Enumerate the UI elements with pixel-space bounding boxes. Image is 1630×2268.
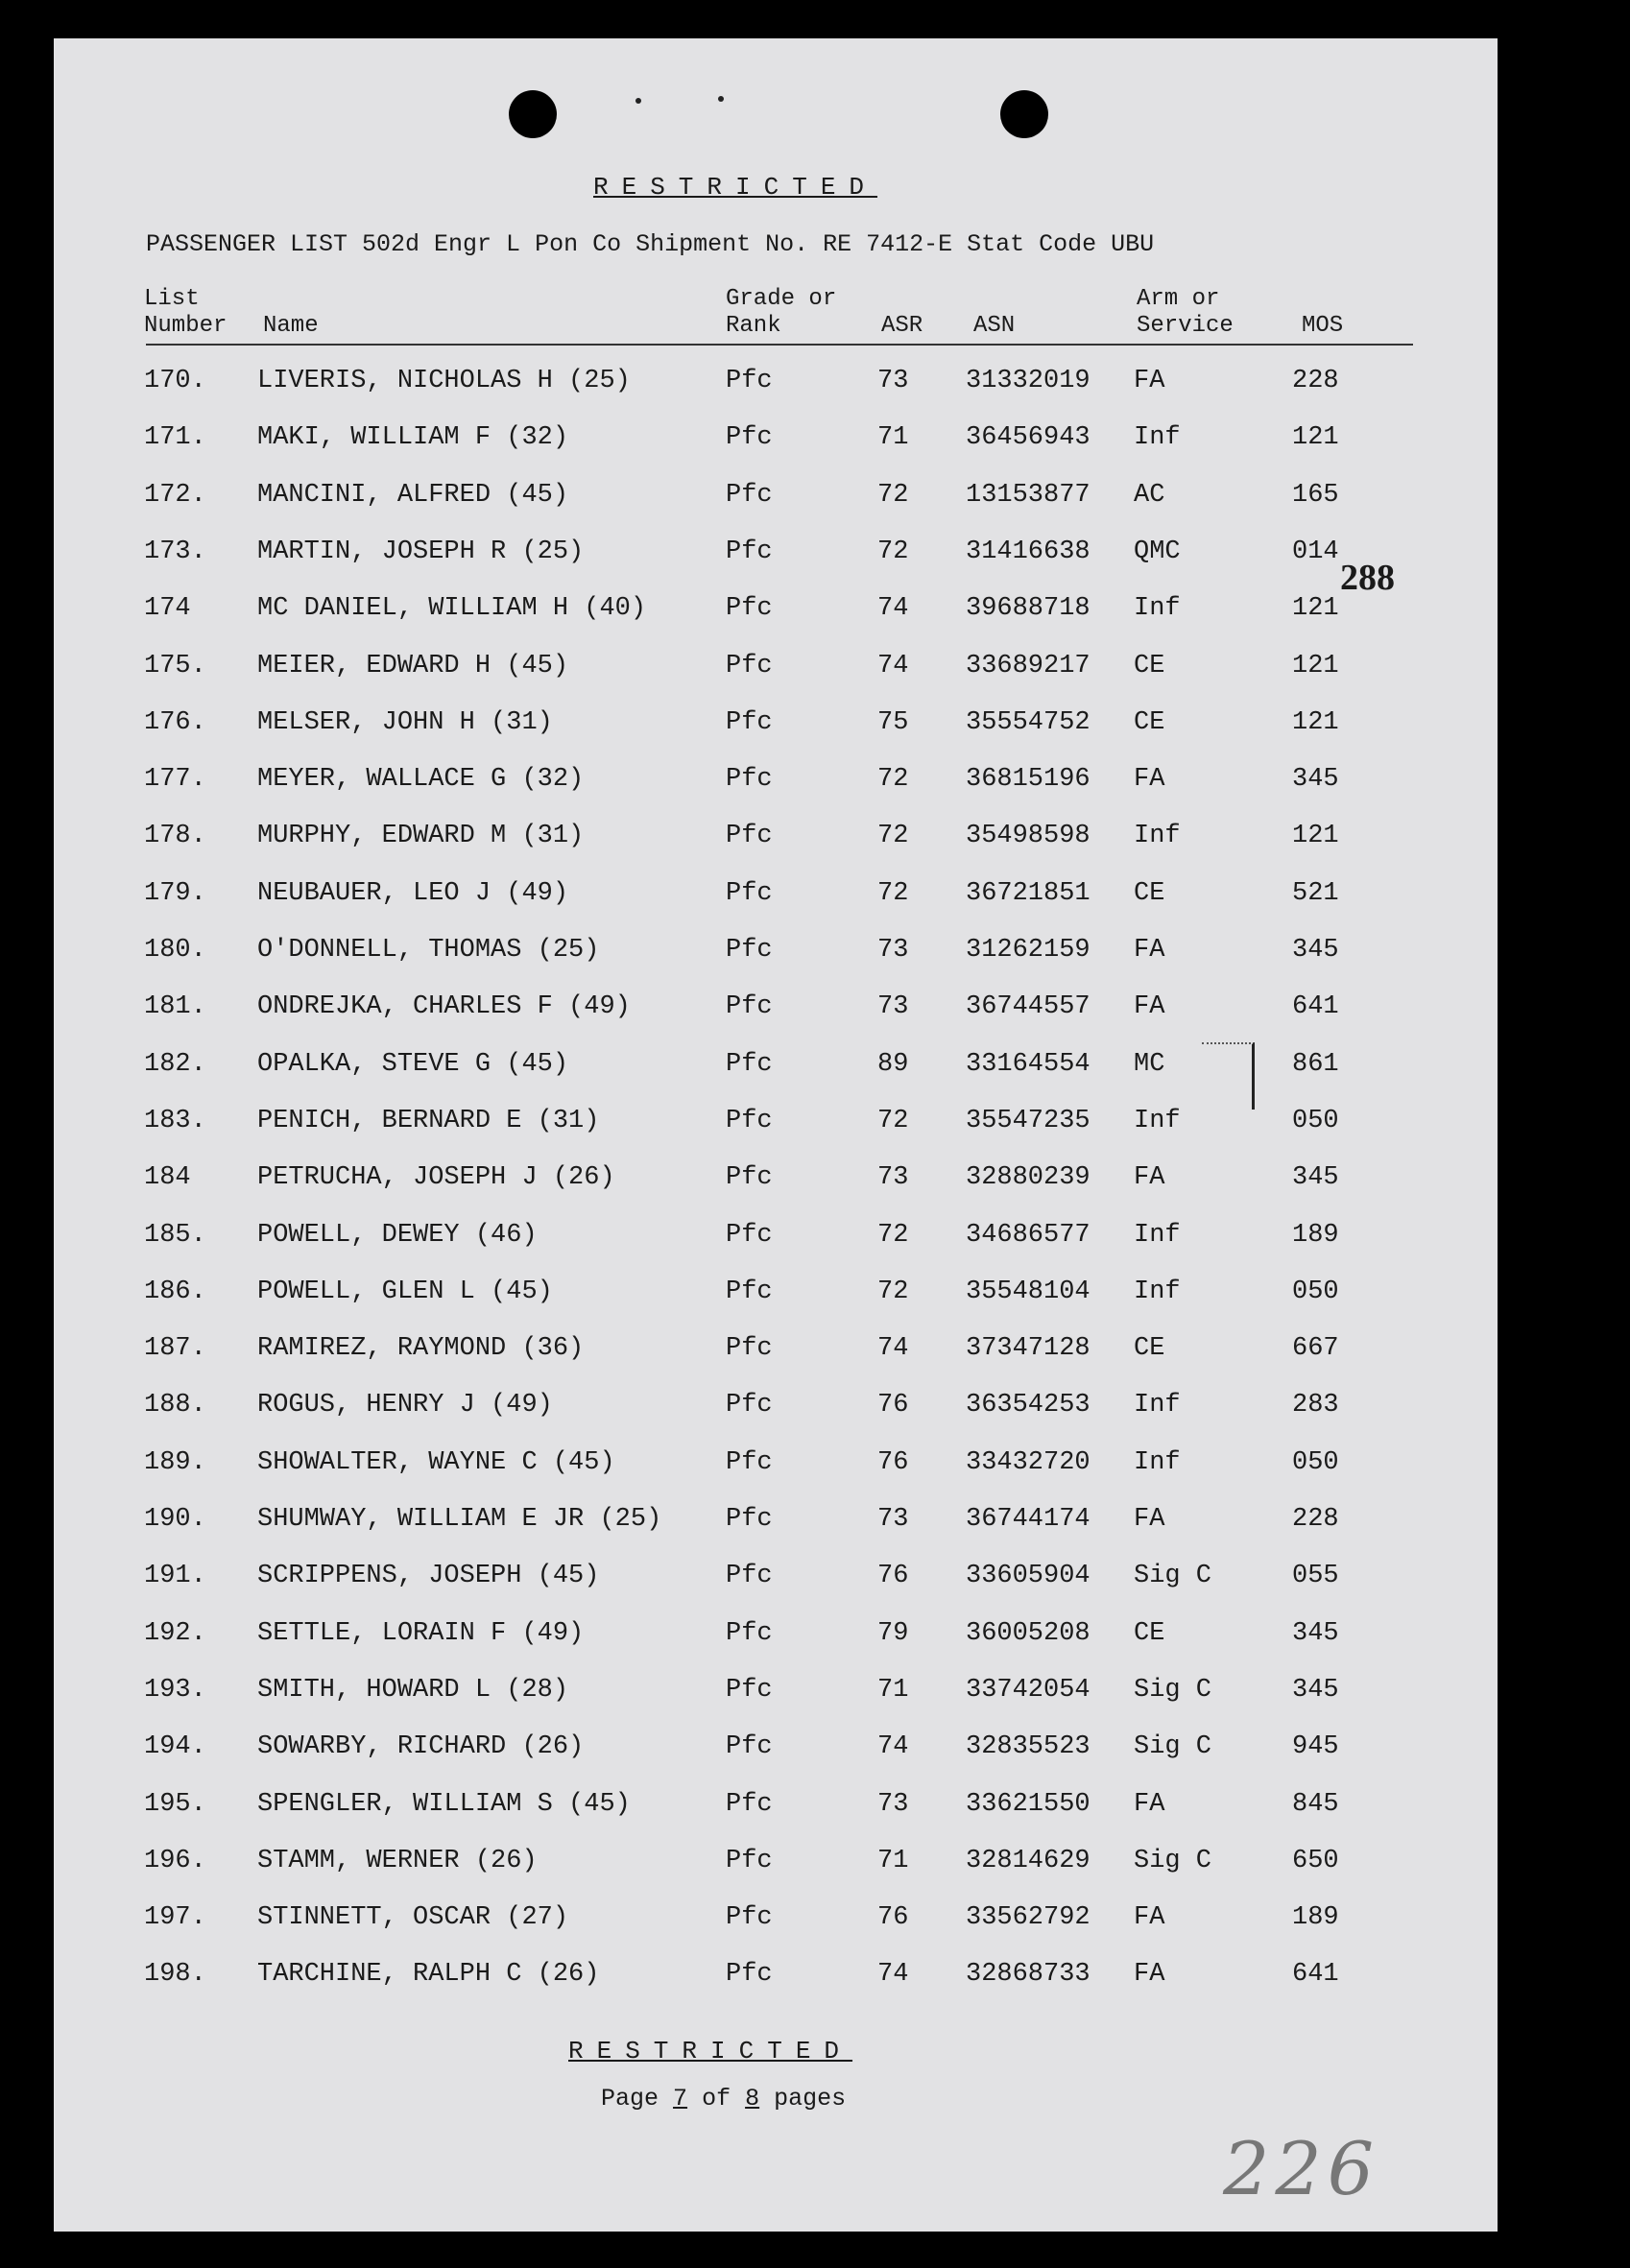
cell-asr: 73 bbox=[877, 992, 909, 1022]
cell-num: 186. bbox=[144, 1277, 206, 1306]
table-row bbox=[54, 367, 1498, 405]
cell-mos: 845 bbox=[1292, 1789, 1339, 1819]
col-header-grade: Grade or Rank bbox=[726, 286, 837, 339]
cell-mos: 050 bbox=[1292, 1447, 1339, 1477]
cell-asn: 34686577 bbox=[966, 1220, 1091, 1250]
cell-mos: 121 bbox=[1292, 594, 1339, 624]
cell-name: SCRIPPENS, JOSEPH (45) bbox=[257, 1562, 600, 1591]
cell-num: 176. bbox=[144, 707, 206, 737]
table-row bbox=[54, 423, 1498, 462]
cell-mos: 521 bbox=[1292, 878, 1339, 908]
cell-mos: 283 bbox=[1292, 1391, 1339, 1420]
cell-name: RAMIREZ, RAYMOND (36) bbox=[257, 1334, 585, 1364]
cell-name: LIVERIS, NICHOLAS H (25) bbox=[257, 367, 631, 395]
cell-asr: 74 bbox=[877, 594, 909, 624]
cell-arm: FA bbox=[1134, 992, 1165, 1022]
cell-num: 177. bbox=[144, 765, 206, 795]
cell-asr: 72 bbox=[877, 480, 909, 510]
cell-name: NEUBAUER, LEO J (49) bbox=[257, 878, 569, 908]
cell-grade: Pfc bbox=[726, 765, 773, 795]
cell-grade: Pfc bbox=[726, 1106, 773, 1135]
cell-name: SOWARBY, RICHARD (26) bbox=[257, 1732, 585, 1762]
cell-num: 178. bbox=[144, 822, 206, 851]
cell-grade: Pfc bbox=[726, 707, 773, 737]
table-row bbox=[54, 1562, 1498, 1600]
cell-arm: FA bbox=[1134, 367, 1165, 395]
cell-num: 197. bbox=[144, 1903, 206, 1933]
cell-grade: Pfc bbox=[726, 1903, 773, 1933]
cell-arm: FA bbox=[1134, 1903, 1165, 1933]
cell-name: SHUMWAY, WILLIAM E JR (25) bbox=[257, 1505, 662, 1534]
table-row bbox=[54, 1277, 1498, 1316]
cell-num: 193. bbox=[144, 1675, 206, 1705]
cell-name: STINNETT, OSCAR (27) bbox=[257, 1903, 569, 1933]
cell-mos: 055 bbox=[1292, 1562, 1339, 1591]
cell-asr: 72 bbox=[877, 878, 909, 908]
cell-asn: 36744557 bbox=[966, 992, 1091, 1022]
cell-asr: 71 bbox=[877, 1846, 909, 1875]
punch-hole-left bbox=[509, 90, 557, 138]
cell-mos: 050 bbox=[1292, 1277, 1339, 1306]
cell-num: 198. bbox=[144, 1960, 206, 1990]
cell-asn: 35548104 bbox=[966, 1277, 1091, 1306]
table-row bbox=[54, 652, 1498, 690]
cell-asn: 35547235 bbox=[966, 1106, 1091, 1135]
table-row bbox=[54, 765, 1498, 803]
punch-hole-right bbox=[1000, 90, 1048, 138]
cell-grade: Pfc bbox=[726, 1789, 773, 1819]
cell-arm: Inf bbox=[1134, 1391, 1181, 1420]
col-header-list-number: List Number bbox=[144, 286, 228, 339]
table-row bbox=[54, 1619, 1498, 1658]
cell-grade: Pfc bbox=[726, 1505, 773, 1534]
cell-arm: CE bbox=[1134, 651, 1165, 680]
cell-name: MELSER, JOHN H (31) bbox=[257, 707, 553, 737]
cell-asr: 72 bbox=[877, 765, 909, 795]
cell-arm: Inf bbox=[1134, 1277, 1181, 1306]
cell-name: ROGUS, HENRY J (49) bbox=[257, 1391, 553, 1420]
cell-asn: 35554752 bbox=[966, 707, 1091, 737]
cell-mos: 228 bbox=[1292, 1505, 1339, 1534]
table-row bbox=[54, 879, 1498, 918]
cell-name: MEIER, EDWARD H (45) bbox=[257, 651, 569, 680]
cell-arm: CE bbox=[1134, 878, 1165, 908]
cell-name: MAKI, WILLIAM F (32) bbox=[257, 423, 569, 453]
cell-asn: 33164554 bbox=[966, 1049, 1091, 1079]
cell-asr: 71 bbox=[877, 1675, 909, 1705]
cell-grade: Pfc bbox=[726, 1334, 773, 1364]
cell-asn: 32868733 bbox=[966, 1960, 1091, 1990]
cell-arm: CE bbox=[1134, 1618, 1165, 1648]
cell-num: 192. bbox=[144, 1618, 206, 1648]
cell-mos: 345 bbox=[1292, 1675, 1339, 1705]
cell-num: 182. bbox=[144, 1049, 206, 1079]
cell-arm: AC bbox=[1134, 480, 1165, 510]
cell-asr: 71 bbox=[877, 423, 909, 453]
cell-num: 189. bbox=[144, 1447, 206, 1477]
cell-asn: 33562792 bbox=[966, 1903, 1091, 1933]
handwritten-page-number: 226 bbox=[1223, 2126, 1380, 2211]
table-row bbox=[54, 1448, 1498, 1487]
cell-grade: Pfc bbox=[726, 1163, 773, 1193]
table-row bbox=[54, 1505, 1498, 1543]
page-footer: Page 7 of 8 pages bbox=[601, 2085, 847, 2113]
cell-num: 187. bbox=[144, 1334, 206, 1364]
table-row bbox=[54, 481, 1498, 519]
table-row bbox=[54, 936, 1498, 974]
table-row bbox=[54, 1107, 1498, 1145]
cell-asn: 32835523 bbox=[966, 1732, 1091, 1762]
cell-arm: FA bbox=[1134, 1789, 1165, 1819]
cell-name: MURPHY, EDWARD M (31) bbox=[257, 822, 585, 851]
cell-name: SETTLE, LORAIN F (49) bbox=[257, 1618, 585, 1648]
cell-mos: 641 bbox=[1292, 992, 1339, 1022]
cell-arm: FA bbox=[1134, 1960, 1165, 1990]
table-row bbox=[54, 1847, 1498, 1885]
cell-mos: 345 bbox=[1292, 936, 1339, 965]
cell-arm: Inf bbox=[1134, 822, 1181, 851]
cell-grade: Pfc bbox=[726, 1220, 773, 1250]
restricted-header: RESTRICTED bbox=[593, 173, 878, 202]
cell-name: MEYER, WALLACE G (32) bbox=[257, 765, 585, 795]
cell-asn: 13153877 bbox=[966, 480, 1091, 510]
cell-grade: Pfc bbox=[726, 651, 773, 680]
cell-asr: 79 bbox=[877, 1618, 909, 1648]
cell-arm: FA bbox=[1134, 1505, 1165, 1534]
cell-mos: 861 bbox=[1292, 1049, 1339, 1079]
cell-grade: Pfc bbox=[726, 1049, 773, 1079]
cell-name: POWELL, GLEN L (45) bbox=[257, 1277, 553, 1306]
cell-grade: Pfc bbox=[726, 878, 773, 908]
cell-name: MC DANIEL, WILLIAM H (40) bbox=[257, 594, 647, 624]
cell-asn: 36744174 bbox=[966, 1505, 1091, 1534]
cell-grade: Pfc bbox=[726, 1846, 773, 1875]
cell-asn: 36456943 bbox=[966, 423, 1091, 453]
cell-num: 181. bbox=[144, 992, 206, 1022]
cell-num: 172. bbox=[144, 480, 206, 510]
table-row bbox=[54, 594, 1498, 633]
cell-grade: Pfc bbox=[726, 1618, 773, 1648]
cell-asn: 33605904 bbox=[966, 1562, 1091, 1591]
cell-grade: Pfc bbox=[726, 936, 773, 965]
cell-mos: 667 bbox=[1292, 1334, 1339, 1364]
cell-grade: Pfc bbox=[726, 423, 773, 453]
col-header-asn: ASN bbox=[973, 313, 1016, 339]
cell-arm: MC bbox=[1134, 1049, 1165, 1079]
cell-num: 184 bbox=[144, 1163, 191, 1193]
cell-mos: 121 bbox=[1292, 651, 1339, 680]
cell-name: SHOWALTER, WAYNE C (45) bbox=[257, 1447, 615, 1477]
cell-mos: 189 bbox=[1292, 1220, 1339, 1250]
speck bbox=[718, 96, 724, 102]
table-row bbox=[54, 537, 1498, 576]
cell-asn: 33621550 bbox=[966, 1789, 1091, 1819]
cell-asn: 39688718 bbox=[966, 594, 1091, 624]
cell-asn: 36005208 bbox=[966, 1618, 1091, 1648]
cell-arm: Sig C bbox=[1134, 1562, 1212, 1591]
cell-arm: Inf bbox=[1134, 594, 1181, 624]
cell-name: MARTIN, JOSEPH R (25) bbox=[257, 537, 585, 566]
cell-mos: 121 bbox=[1292, 707, 1339, 737]
cell-asn: 36354253 bbox=[966, 1391, 1091, 1420]
col-header-arm: Arm or Service bbox=[1137, 286, 1234, 339]
table-row bbox=[54, 1221, 1498, 1259]
cell-mos: 650 bbox=[1292, 1846, 1339, 1875]
cell-grade: Pfc bbox=[726, 1391, 773, 1420]
cell-grade: Pfc bbox=[726, 822, 773, 851]
handwritten-annotation-288: 288 bbox=[1340, 558, 1395, 598]
cell-num: 183. bbox=[144, 1106, 206, 1135]
header-rule bbox=[146, 344, 1413, 346]
cell-arm: CE bbox=[1134, 1334, 1165, 1364]
table-row bbox=[54, 708, 1498, 747]
cell-arm: FA bbox=[1134, 765, 1165, 795]
cell-asr: 74 bbox=[877, 1960, 909, 1990]
cell-arm: Inf bbox=[1134, 1447, 1181, 1477]
cell-arm: FA bbox=[1134, 1163, 1165, 1193]
cell-asr: 72 bbox=[877, 1220, 909, 1250]
cell-arm: Inf bbox=[1134, 1220, 1181, 1250]
cell-asr: 76 bbox=[877, 1903, 909, 1933]
cell-grade: Pfc bbox=[726, 594, 773, 624]
cell-mos: 165 bbox=[1292, 480, 1339, 510]
margin-bracket bbox=[1202, 1042, 1255, 1110]
restricted-footer: RESTRICTED bbox=[568, 2037, 853, 2065]
cell-mos: 121 bbox=[1292, 822, 1339, 851]
cell-arm: Sig C bbox=[1134, 1675, 1212, 1705]
cell-arm: Sig C bbox=[1134, 1846, 1212, 1875]
cell-num: 188. bbox=[144, 1391, 206, 1420]
cell-grade: Pfc bbox=[726, 1562, 773, 1591]
cell-grade: Pfc bbox=[726, 480, 773, 510]
cell-num: 170. bbox=[144, 367, 206, 395]
document-page bbox=[54, 38, 1498, 2232]
cell-num: 194. bbox=[144, 1732, 206, 1762]
cell-asr: 72 bbox=[877, 822, 909, 851]
cell-num: 185. bbox=[144, 1220, 206, 1250]
cell-asr: 76 bbox=[877, 1391, 909, 1420]
cell-asn: 32880239 bbox=[966, 1163, 1091, 1193]
table-row bbox=[54, 992, 1498, 1031]
cell-asr: 73 bbox=[877, 1789, 909, 1819]
cell-name: PETRUCHA, JOSEPH J (26) bbox=[257, 1163, 615, 1193]
cell-asr: 73 bbox=[877, 1505, 909, 1534]
cell-num: 179. bbox=[144, 878, 206, 908]
cell-asn: 33689217 bbox=[966, 651, 1091, 680]
cell-grade: Pfc bbox=[726, 992, 773, 1022]
cell-name: SPENGLER, WILLIAM S (45) bbox=[257, 1789, 631, 1819]
cell-asn: 31416638 bbox=[966, 537, 1091, 566]
cell-arm: CE bbox=[1134, 707, 1165, 737]
cell-asr: 74 bbox=[877, 1732, 909, 1762]
cell-num: 174 bbox=[144, 594, 191, 624]
cell-name: TARCHINE, RALPH C (26) bbox=[257, 1960, 600, 1990]
cell-arm: QMC bbox=[1134, 537, 1181, 566]
table-row bbox=[54, 1960, 1498, 1998]
cell-asn: 36815196 bbox=[966, 765, 1091, 795]
cell-asn: 35498598 bbox=[966, 822, 1091, 851]
cell-asr: 73 bbox=[877, 1163, 909, 1193]
cell-mos: 945 bbox=[1292, 1732, 1339, 1762]
cell-name: OPALKA, STEVE G (45) bbox=[257, 1049, 569, 1079]
table-row bbox=[54, 1050, 1498, 1088]
cell-grade: Pfc bbox=[726, 1732, 773, 1762]
cell-asr: 74 bbox=[877, 1334, 909, 1364]
table-row bbox=[54, 1676, 1498, 1714]
cell-mos: 641 bbox=[1292, 1960, 1339, 1990]
cell-num: 190. bbox=[144, 1505, 206, 1534]
table-row bbox=[54, 1903, 1498, 1942]
table-row bbox=[54, 1163, 1498, 1202]
cell-asr: 74 bbox=[877, 651, 909, 680]
cell-mos: 345 bbox=[1292, 765, 1339, 795]
cell-asr: 76 bbox=[877, 1562, 909, 1591]
cell-num: 191. bbox=[144, 1562, 206, 1591]
cell-mos: 014 bbox=[1292, 537, 1339, 566]
cell-num: 180. bbox=[144, 936, 206, 965]
cell-num: 175. bbox=[144, 651, 206, 680]
table-row bbox=[54, 1790, 1498, 1828]
cell-asn: 36721851 bbox=[966, 878, 1091, 908]
cell-num: 196. bbox=[144, 1846, 206, 1875]
table-row bbox=[54, 1732, 1498, 1771]
cell-name: SMITH, HOWARD L (28) bbox=[257, 1675, 569, 1705]
cell-mos: 345 bbox=[1292, 1163, 1339, 1193]
cell-grade: Pfc bbox=[726, 1960, 773, 1990]
cell-mos: 121 bbox=[1292, 423, 1339, 453]
cell-name: STAMM, WERNER (26) bbox=[257, 1846, 538, 1875]
cell-arm: FA bbox=[1134, 936, 1165, 965]
cell-asr: 75 bbox=[877, 707, 909, 737]
table-row bbox=[54, 1334, 1498, 1373]
cell-name: PENICH, BERNARD E (31) bbox=[257, 1106, 600, 1135]
cell-mos: 345 bbox=[1292, 1618, 1339, 1648]
col-header-mos: MOS bbox=[1302, 313, 1344, 339]
table-row bbox=[54, 1391, 1498, 1429]
cell-arm: Sig C bbox=[1134, 1732, 1212, 1762]
speck bbox=[635, 98, 641, 104]
cell-asr: 72 bbox=[877, 1277, 909, 1306]
cell-name: O'DONNELL, THOMAS (25) bbox=[257, 936, 600, 965]
cell-asr: 89 bbox=[877, 1049, 909, 1079]
cell-name: ONDREJKA, CHARLES F (49) bbox=[257, 992, 631, 1022]
cell-num: 195. bbox=[144, 1789, 206, 1819]
cell-asn: 33742054 bbox=[966, 1675, 1091, 1705]
cell-grade: Pfc bbox=[726, 1675, 773, 1705]
cell-arm: Inf bbox=[1134, 423, 1181, 453]
cell-name: MANCINI, ALFRED (45) bbox=[257, 480, 569, 510]
cell-asr: 72 bbox=[877, 1106, 909, 1135]
cell-asn: 37347128 bbox=[966, 1334, 1091, 1364]
cell-asr: 72 bbox=[877, 537, 909, 566]
cell-grade: Pfc bbox=[726, 1447, 773, 1477]
cell-mos: 189 bbox=[1292, 1903, 1339, 1933]
passenger-list-line: PASSENGER LIST 502d Engr L Pon Co Shipment No. RE 7412-E Stat Code UBU bbox=[146, 230, 1155, 258]
cell-grade: Pfc bbox=[726, 367, 773, 395]
cell-asr: 76 bbox=[877, 1447, 909, 1477]
cell-arm: Inf bbox=[1134, 1106, 1181, 1135]
cell-asn: 31262159 bbox=[966, 936, 1091, 965]
cell-asr: 73 bbox=[877, 367, 909, 395]
col-header-asr: ASR bbox=[881, 313, 923, 339]
cell-asn: 32814629 bbox=[966, 1846, 1091, 1875]
cell-grade: Pfc bbox=[726, 1277, 773, 1306]
cell-num: 173. bbox=[144, 537, 206, 566]
cell-mos: 228 bbox=[1292, 367, 1339, 395]
cell-grade: Pfc bbox=[726, 537, 773, 566]
cell-asn: 33432720 bbox=[966, 1447, 1091, 1477]
cell-num: 171. bbox=[144, 423, 206, 453]
cell-name: POWELL, DEWEY (46) bbox=[257, 1220, 538, 1250]
table-row bbox=[54, 822, 1498, 860]
col-header-name: Name bbox=[263, 313, 319, 339]
cell-asn: 31332019 bbox=[966, 367, 1091, 395]
cell-asr: 73 bbox=[877, 936, 909, 965]
cell-mos: 050 bbox=[1292, 1106, 1339, 1135]
